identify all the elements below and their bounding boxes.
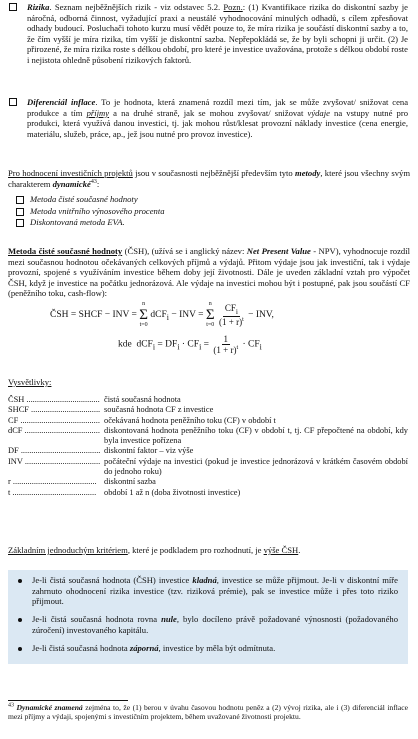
bullet-dot-icon: [18, 579, 22, 583]
legend-row: CF ..... očekávaná hodnota peněžního toku (CF) v období t: [8, 416, 408, 426]
fraction: $\frac{1}{(1 + r)^t}$: [213, 334, 239, 355]
csh-paragraph: Metoda čisté současné hodnoty (ČSH), (užívá se i anglický název: Net Present Value - NPV), vyhodnocuje rozdíl mezi současnou hodnotou očekávaných celkových příjmů a výdajů. Přitom výdaje jsou jak investiční, tak i výdaje provozní, spojené s využíváním investice během doby její životnosti. Dále je uveden základní vztah pro výpočet ČSH, když je investice na počátku jednorázová. Ale výdaje na investici mohou být i postupné, pak jsou součástí CF (peněžního toku, cash-flow):: [8, 246, 410, 298]
legend-row: SHCF ..... současná hodnota CF z investice: [8, 405, 408, 415]
square-bullet-icon: [9, 98, 17, 106]
rizika-term: Rizika: [27, 2, 50, 12]
rule-zero: Je-li čistá současná hodnota rovna nule, bylo docíleno právě požadované výnosnosti (požadovaného zúročení) investovaného kapitálu.: [32, 614, 398, 635]
legend-list: [8, 395, 408, 498]
bullet-dot-icon: [18, 618, 22, 622]
criterion-text: Základním jednoduchým kritériem, které je podkladem pro rozhodnutí, je výše ČSH.: [8, 545, 301, 555]
inflace-term: Diferenciál inflace: [27, 97, 96, 107]
list-item: Metoda vnitřního výnosového procenta: [16, 206, 165, 218]
rule-negative: Je-li čistá současná hodnota záporná, investice by měla být odmítnuta.: [32, 643, 276, 653]
footnote-ref[interactable]: 43: [90, 178, 97, 185]
legend-heading: Vysvětlivky:: [8, 377, 52, 387]
footnote-separator: [8, 700, 128, 701]
square-bullet-icon: [16, 219, 24, 227]
square-bullet-icon: [16, 196, 24, 204]
rule-positive: Je-li čistá současná hodnota (ČSH) investice kladná, investice se může přijmout. Je-li v diskontní míře zahrnuto ohodnocení rizika investice (tzv. riziková prémie), pak se investice může i přes toto riziko přijmout.: [32, 575, 398, 606]
decision-rules-box: [8, 570, 408, 664]
legend-row: INV ..... počáteční výdaje na investici (pokud je investice jednorázová v krátkém časovém období do jednoho roku): [8, 457, 408, 478]
npv-formula: ČSH = SHCF − INV = n Σ t=0 dCF$_i$ − INV = n Σ t=0 $\frac{CF_i}{(1 + r)^t}$ − INV,: [50, 301, 274, 328]
list-item: Diskontovaná metoda EVA.: [16, 217, 165, 229]
methods-list: [16, 194, 165, 229]
list-item: Metoda čisté současné hodnoty: [16, 194, 165, 206]
footnote: $^{43}$ Dynamické znamená zejména to, že (1) berou v úvahu časovou hodnotu peněz a (2) vývoj rizika, ale i (3) diferenciál inflace mezi příjmy a výdaji, spojenými s investičním projektem, během uvažované životnosti projektu.: [8, 702, 408, 721]
methods-intro: Pro hodnocení investičních projektů jsou v současnosti nejběžnější především tyto metody, které jsou všechny svým charakterem dynamické$^{43}$:: [8, 168, 410, 189]
bullet-dot-icon: [18, 647, 22, 651]
inflace-bullet: [9, 97, 408, 139]
inflace-text: Diferenciál inflace. To je hodnota, která znamená rozdíl mezi tím, jak se může zvyšovat/ snižovat cena produkce a tím příjmy a na druhé straně, jak se mohou zvyšovat/ snižovat výdaje na vstupy nutné pro produkci, která využívá danou investici, tj. jak mohou růst/klesat provozní náklady investice (cena energie, materiálu, služeb, práce, ap., jež jsou nutné pro provoz investice).: [27, 97, 409, 139]
rizika-bullet: [9, 2, 408, 65]
dcf-formula: kde $dCF_i = DF_i \cdot CF_i$ = $\frac{1}{(1 + r)^t}$ · $CF_i$: [118, 334, 262, 355]
sum-symbol: n Σ t=0: [139, 301, 149, 328]
legend-row: r ..... diskontní sazba: [8, 477, 408, 487]
rizika-text: Rizika. Seznam nejběžnějších rizik - viz odstavec 5.2. Pozn.: (1) Kvantifikace rizika do diskontní sazby je náročná, odborná činnost, vyžadující praxi a neustálé vyhodnocování minulých odhadů, s cílem zpřesňovat odhady budoucí. Posluchači tohoto kurzu musí vědět pouze to, že míra rizika je součástí diskontní sazby a to, že čím vyšší je míra rizika, tím vyšší je diskontní sazba. Nepřepokládá se, že by byli schopni ji určit. (2) Je přirozené, že míra rizika roste s délkou období, pro které je investice uvažována, protože s délkou období roste i nejistota ohledně působení rizikových faktorů.: [27, 2, 408, 65]
fraction: $\frac{CF_i}{(1 + r)^t}$: [219, 303, 244, 327]
legend-row: DF ..... diskontní faktor – viz výše: [8, 446, 408, 456]
pozn-label: Pozn.: [223, 2, 243, 12]
square-bullet-icon: [16, 208, 24, 216]
sum-symbol: n Σ t=0: [205, 301, 215, 328]
square-bullet-icon: [9, 3, 17, 11]
legend-row: t ..... období 1 až n (doba životnosti investice): [8, 488, 408, 498]
legend-row: ČSH ..... čistá současná hodnota: [8, 395, 408, 405]
legend-row: dCF ..... diskontovaná hodnota peněžního toku (CF) v období t, tj. CF přepočtené na období, kdy byla investice pořízena: [8, 426, 408, 447]
